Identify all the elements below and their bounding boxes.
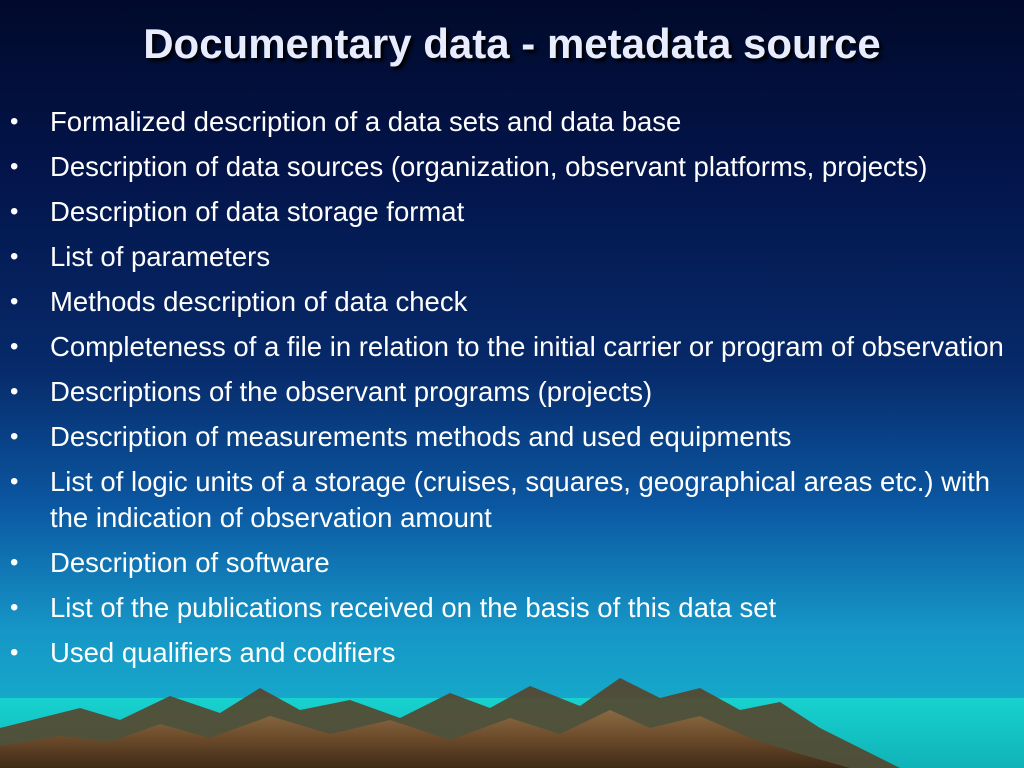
bullet-text: Description of data storage format xyxy=(50,196,465,227)
bullet-dot-icon: • xyxy=(10,468,19,495)
bullet-item xyxy=(0,464,1020,536)
bullet-list xyxy=(0,104,1020,680)
bullet-dot-icon: • xyxy=(10,549,19,576)
bullet-text: Methods description of data check xyxy=(50,286,468,317)
bullet-dot-icon: • xyxy=(10,108,19,135)
bullet-text: Descriptions of the observant programs (projects) xyxy=(50,376,653,407)
bullet-text: Used qualifiers and codifiers xyxy=(50,637,396,668)
bullet-item xyxy=(0,104,1020,140)
bullet-item xyxy=(0,284,1020,320)
bullet-text: Completeness of a file in relation to the initial carrier or program of observation xyxy=(50,331,1004,362)
bullet-item xyxy=(0,329,1020,365)
bullet-item xyxy=(0,545,1020,581)
bullet-item xyxy=(0,374,1020,410)
bullet-dot-icon: • xyxy=(10,243,19,270)
bullet-item xyxy=(0,149,1020,185)
bullet-text: List of the publications received on the basis of this data set xyxy=(50,592,777,623)
slide-title: Documentary data - metadata source xyxy=(143,20,881,67)
bullet-dot-icon: • xyxy=(10,333,19,360)
bullet-dot-icon: • xyxy=(10,288,19,315)
bullet-text: Description of measurements methods and used equipments xyxy=(50,421,792,452)
bullet-text: Formalized description of a data sets and data base xyxy=(50,106,682,137)
bullet-dot-icon: • xyxy=(10,153,19,180)
bullet-text: List of logic units of a storage (cruises, squares, geographical areas etc.) with the indication of observation amount xyxy=(50,466,991,533)
bullet-dot-icon: • xyxy=(10,639,19,666)
bullet-item xyxy=(0,590,1020,626)
bullet-dot-icon: • xyxy=(10,423,19,450)
bullet-dot-icon: • xyxy=(10,198,19,225)
bullet-text: Description of software xyxy=(50,547,330,578)
bullet-item xyxy=(0,419,1020,455)
bullet-item xyxy=(0,635,1020,671)
bullet-text: List of parameters xyxy=(50,241,271,272)
bullet-item xyxy=(0,194,1020,230)
bullet-dot-icon: • xyxy=(10,378,19,405)
bullet-dot-icon: • xyxy=(10,594,19,621)
bullet-item xyxy=(0,239,1020,275)
bullet-text: Description of data sources (organization, observant platforms, projects) xyxy=(50,151,928,182)
